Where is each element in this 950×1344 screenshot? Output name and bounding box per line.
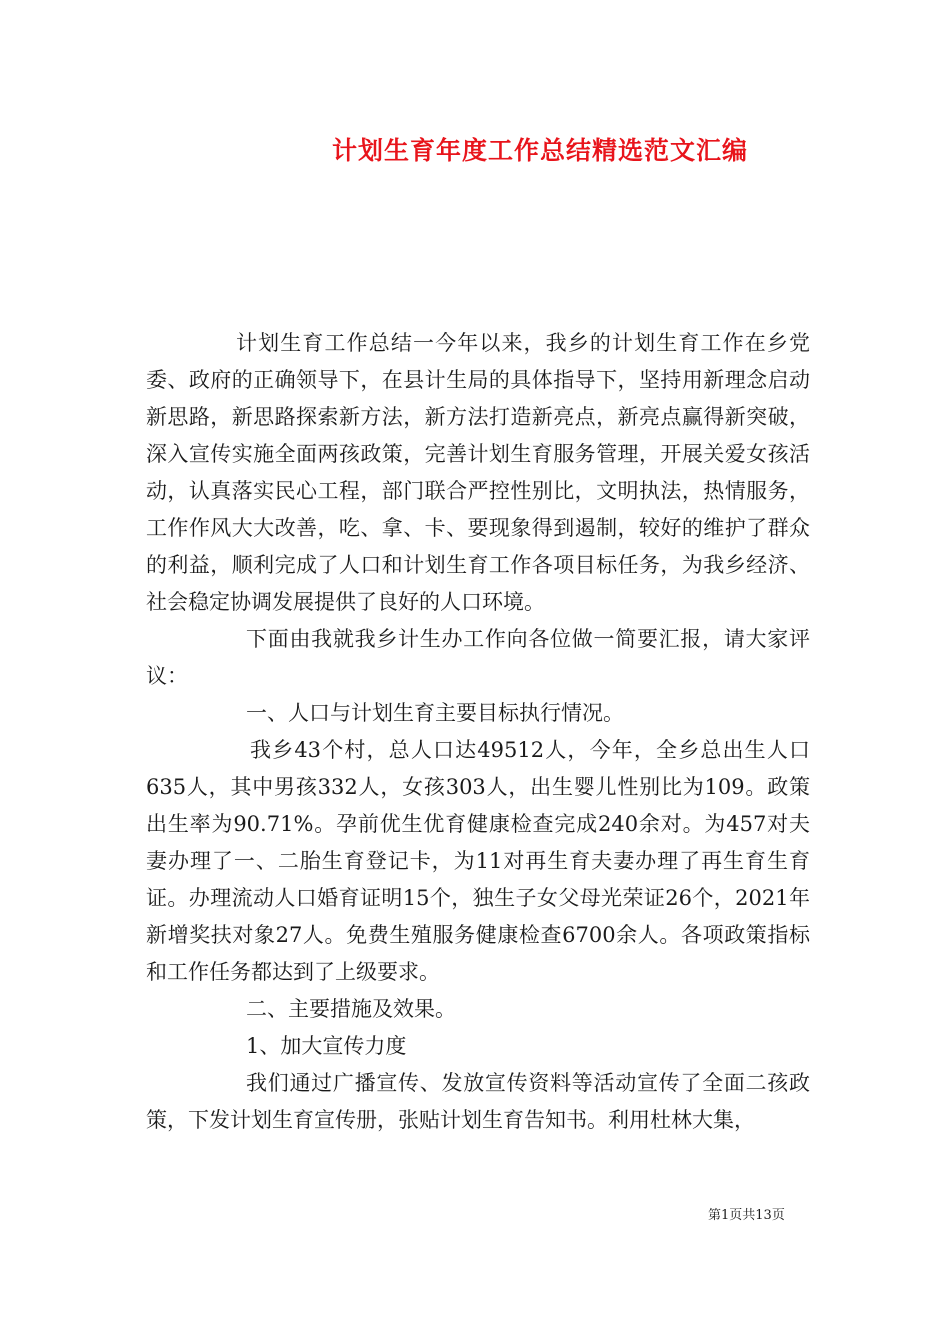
section-heading-2: 二、主要措施及效果。 (246, 997, 456, 1021)
subsection-heading-1: 1、加大宣传力度 (246, 1034, 407, 1058)
document-title: 计划生育年度工作总结精选范文汇编 (331, 136, 748, 165)
page-number: 第1页共13页 (708, 1208, 785, 1223)
paragraph-intro: 计划生育工作总结一今年以来，我乡的计划生育工作在乡党委、政府的正确领导下，在县计生局的具体指导下，坚持用新理念启动新思路，新思路探索新方法，新方法打造新亮点，新亮点赢得新突破，深入宣传实施全面两孩政策，完善计划生育服务管理，开展关爱女孩活动，认真落实民心工程，部门联合严控性别比，文明执法，热情服务，工作作风大大改善，吃、拿、卡、要现象得到遏制，较好的维护了群众的利益，顺利完成了人口和计划生育工作各项目标任务，为我乡经济、社会稳定协调发展提供了良好的人口环境。 (146, 331, 810, 614)
paragraph-publicity: 我们通过广播宣传、发放宣传资料等活动宣传了全面二孩政策，下发计划生育宣传册，张贴计划生育告知书。利用杜林大集， (146, 1071, 810, 1132)
paragraph-report-intro: 下面由我就我乡计生办工作向各位做一简要汇报，请大家评议： (146, 627, 810, 688)
section-heading-1: 一、人口与计划生育主要目标执行情况。 (246, 701, 624, 725)
paragraph-statistics: 我乡43个村，总人口达49512人，今年，全乡总出生人口635人，其中男孩332人，女孩303人，出生婴儿性别比为109。政策出生率为90.71%。孕前优生优育健康检查完成240余对。为457对夫妻办理了一、二胎生育登记卡，为11对再生育夫妻办理了再生育生育证。办理流动人口婚育证明15个，独生子女父母光荣证26个，2021年新增奖扶对象27人。免费生殖服务健康检查6700余人。各项政策指标和工作任务都达到了上级要求。 (146, 738, 810, 984)
document-body (146, 325, 810, 1139)
